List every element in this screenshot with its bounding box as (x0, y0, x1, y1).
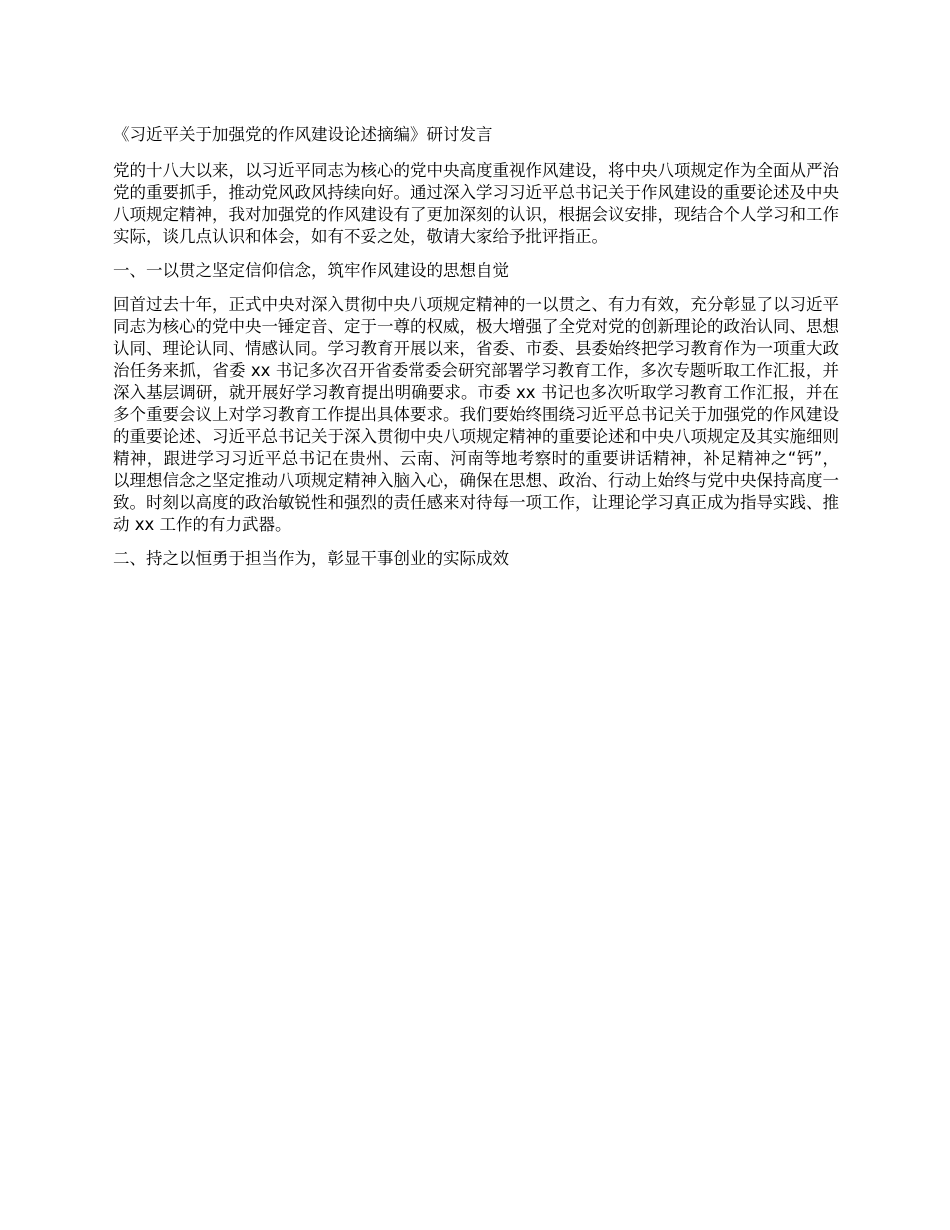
section-1-paragraph: 回首过去十年，正式中央对深入贯彻中央八项规定精神的一以贯之、有力有效，充分彰显了以习近平同志为核心的党中央一锤定音、定于一尊的权威，极大增强了全党对党的创新理论的政治认同、思想认同、理论认同、情感认同。学习教育开展以来，省委、市委、县委始终把学习教育作为一项重大政治任务来抓，省委 xx 书记多次召开省委常委会研究部署学习教育工作，多次专题听取工作汇报，并深入基层调研，就开展好学习教育提出明确要求。市委 xx 书记也多次听取学习教育工作汇报，并在多个重要会议上对学习教育工作提出具体要求。我们要始终围绕习近平总书记关于加强党的作风建设的重要论述、习近平总书记关于深入贯彻中央八项规定精神的重要论述和中央八项规定及其实施细则精神，跟进学习习近平总书记在贵州、云南、河南等地考察时的重要讲话精神，补足精神之“钙”，以理想信念之坚定推动八项规定精神入脑入心，确保在思想、政治、行动上始终与党中央保持高度一致。时刻以高度的政治敏锐性和强烈的责任感来对待每一项工作，让理论学习真正成为指导实践、推动 xx 工作的有力武器。 (113, 295, 839, 534)
document-title: 《习近平关于加强党的作风建设论述摘编》研讨发言 (113, 125, 493, 144)
intro-paragraph: 党的十八大以来，以习近平同志为核心的党中央高度重视作风建设，将中央八项规定作为全面从严治党的重要抓手，推动党风政风持续向好。通过深入学习习近平总书记关于作风建设的重要论述及中央八项规定精神，我对加强党的作风建设有了更加深刻的认识，根据会议安排，现结合个人学习和工作实际，谈几点认识和体会，如有不妥之处，敬请大家给予批评指正。 (113, 161, 839, 246)
section-1-heading: 一、一以贯之坚定信仰信念，筑牢作风建设的思想自觉 (113, 261, 509, 280)
document-page (113, 124, 839, 582)
section-2-heading: 二、持之以恒勇于担当作为，彰显干事创业的实际成效 (113, 549, 509, 568)
